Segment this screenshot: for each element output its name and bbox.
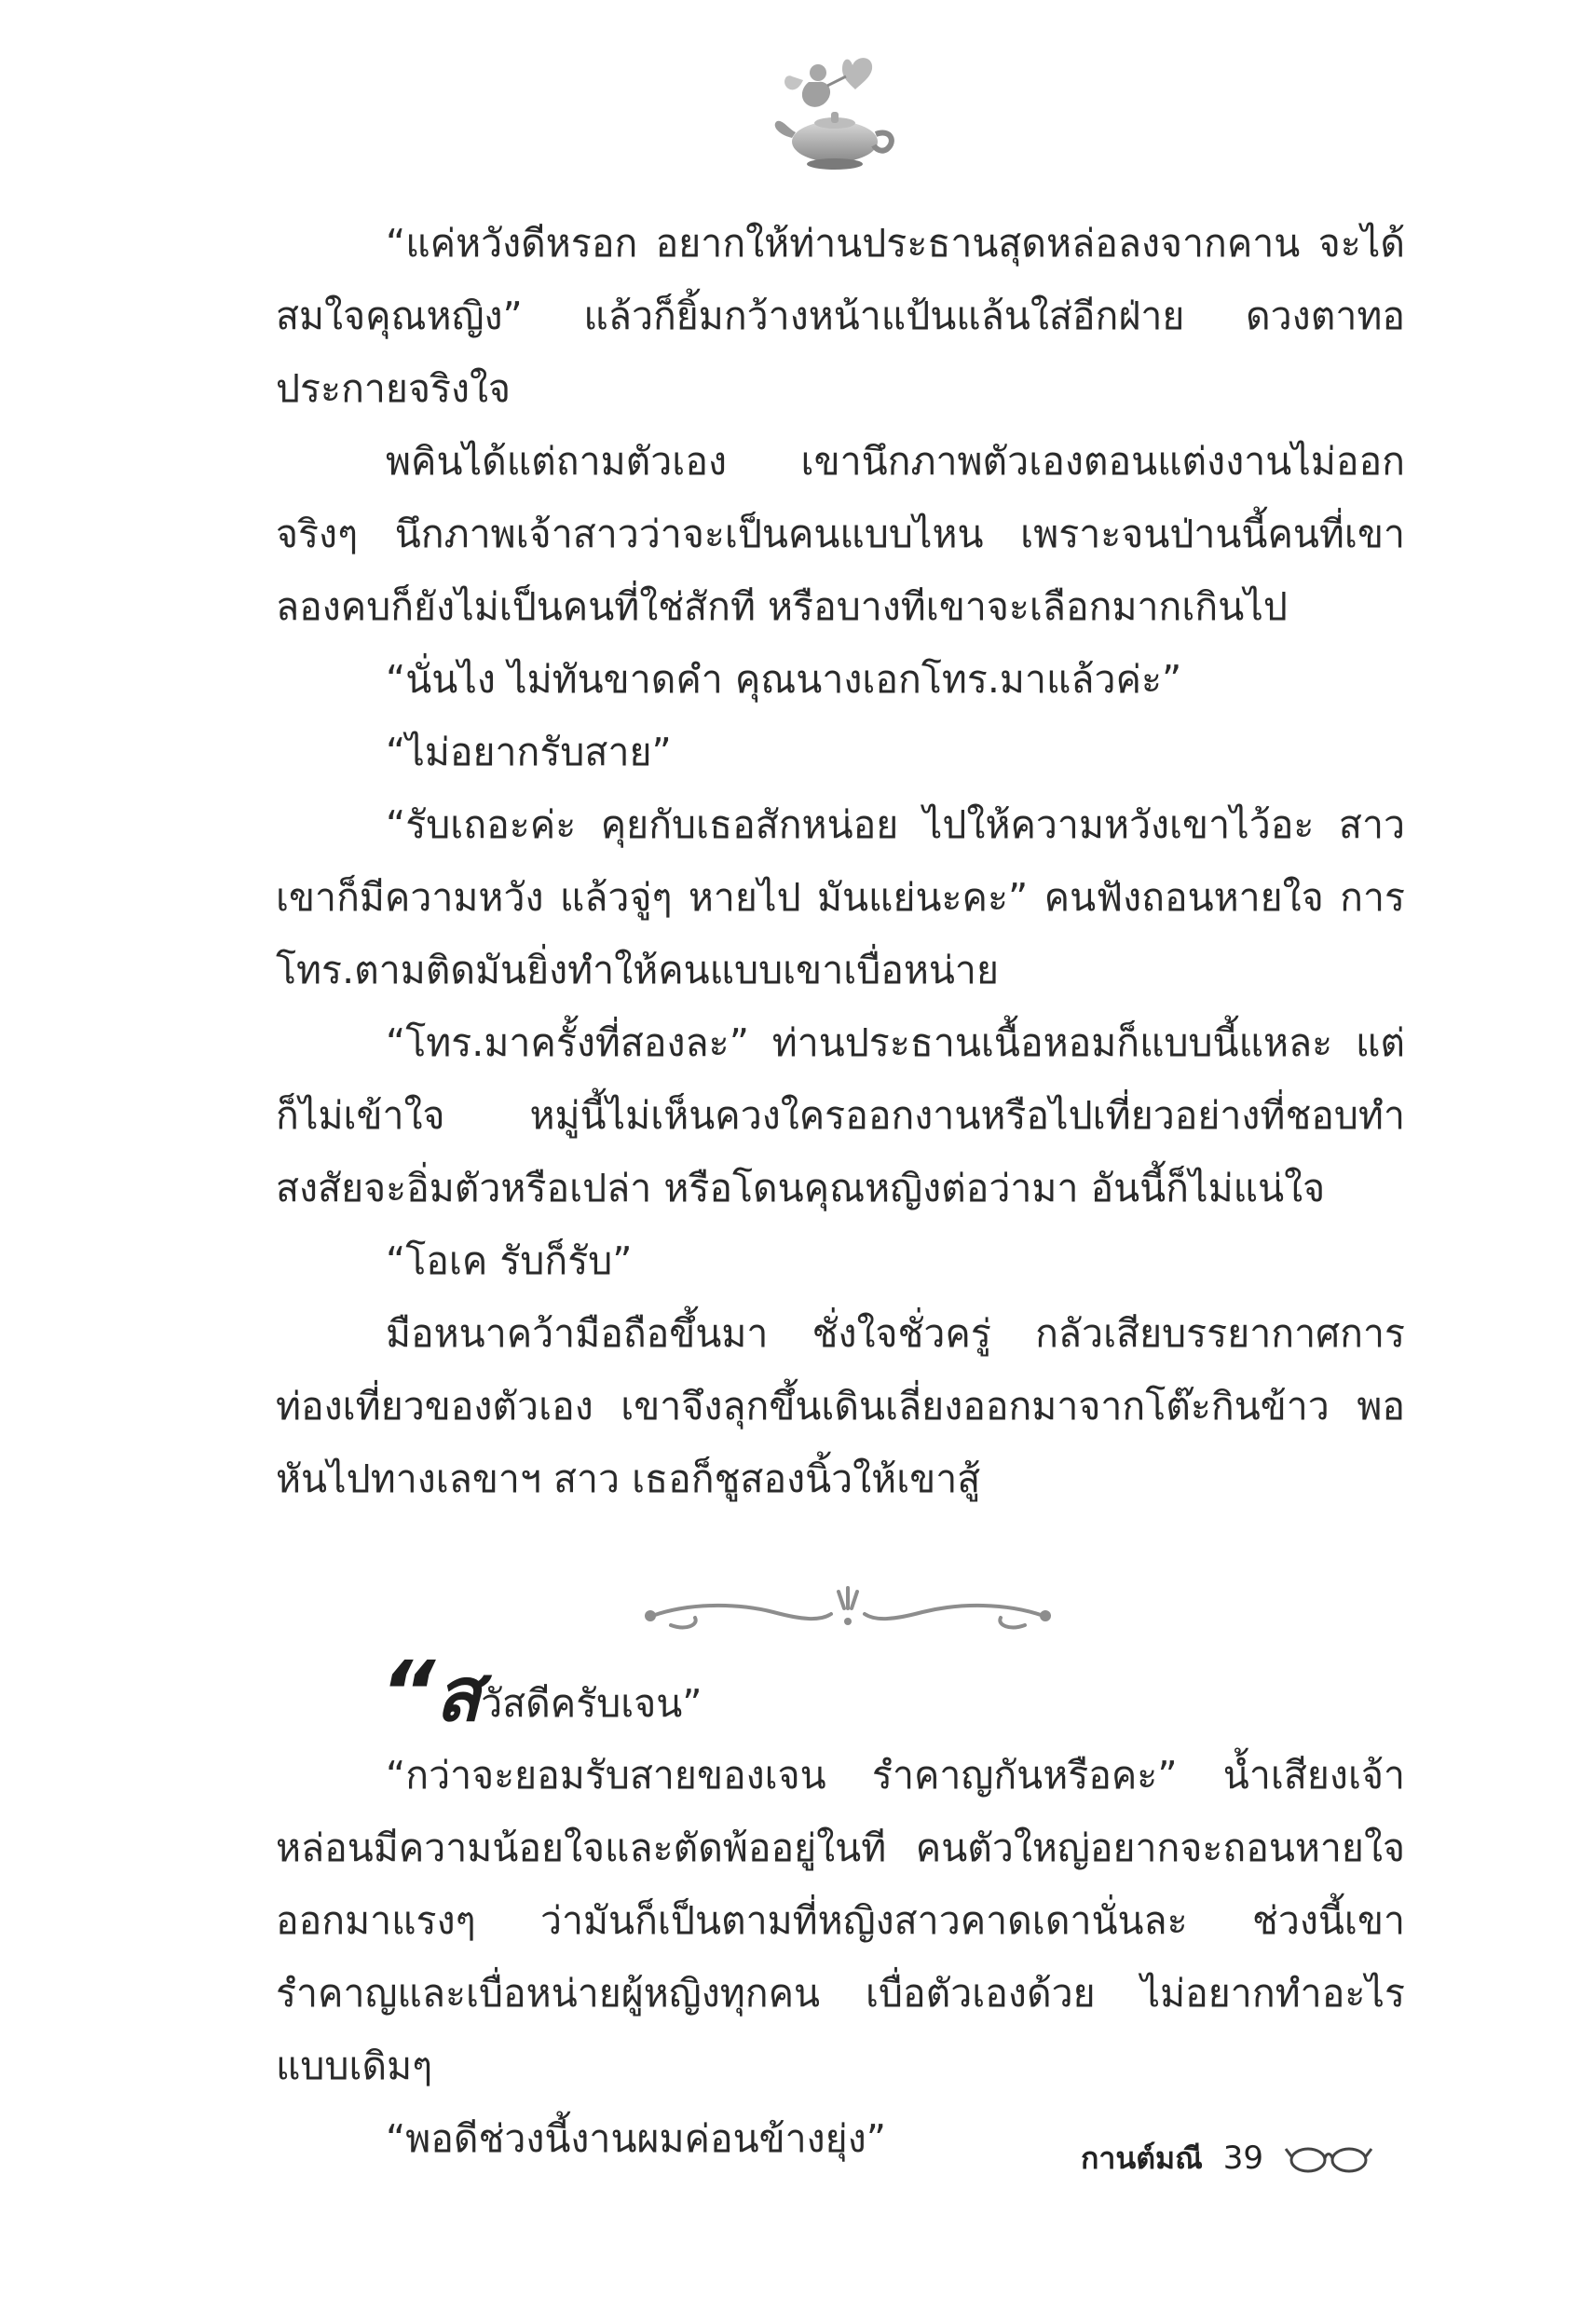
paragraph: “นั่นไง ไม่ทันขาดคำ คุณนางเอกโทร.มาแล้วค่ะ”: [386, 657, 1182, 702]
paragraph: “แค่หวังดีหรอก อยากให้ท่านประธานสุดหล่อลงจากคาน จะได้สมใจคุณหญิง” แล้วก็ยิ้มกว้างหน้าแป้นแล้นใส่อีกฝ่าย ดวงตาทอประกายจริงใจ: [276, 221, 1405, 411]
body-text-section-one: [276, 207, 1405, 1515]
chapter-opening-line: [380, 1643, 703, 1743]
paragraph: “โทร.มาครั้งที่สองละ” ท่านประธานเนื้อหอมก็แบบนี้แหละ แต่ก็ไม่เข้าใจ หมู่นี้ไม่เห็นควงใครออกงานหรือไปเที่ยวอย่างที่ชอบทำ สงสัยจะอิ่มตัวหรือเปล่า หรือโดนคุณหญิงต่อว่ามา อันนี้ก็ไม่แน่ใจ: [276, 1020, 1405, 1210]
opening-quote-mark: “: [380, 1643, 436, 1743]
page-number: 39: [1222, 2140, 1264, 2177]
paragraph: “รับเถอะค่ะ คุยกับเธอสักหน่อย ไปให้ความหวังเขาไว้อะ สาวเขาก็มีความหวัง แล้วจู่ๆ หายไป มันแย่นะคะ” คนฟังถอนหายใจ การโทร.ตามติดมันยิ่งทำให้คนแบบเขาเบื่อหน่าย: [276, 802, 1405, 992]
paragraph: “ไม่อยากรับสาย”: [386, 730, 672, 774]
drop-cap-letter: ส: [435, 1651, 482, 1738]
body-text-section-two: [276, 1739, 1405, 2175]
paragraph: “พอดีช่วงนี้งานผมค่อนข้างยุ่ง”: [386, 2116, 886, 2161]
paragraph: “กว่าจะยอมรับสายของเจน รำคาญกันหรือคะ” น้ำเสียงเจ้าหล่อนมีความน้อยใจและตัดพ้ออยู่ในที คนตัวใหญ่อยากจะถอนหายใจออกมาแรงๆ ว่ามันก็เป็นตามที่หญิงสาวคาดเดานั่นละ ช่วงนี้เขารำคาญและเบื่อหน่ายผู้หญิงทุกคน เบื่อตัวเองด้วย ไม่อยากทำอะไรแบบเดิมๆ: [276, 1753, 1405, 2088]
eyeglasses-icon: [1284, 2140, 1373, 2177]
author-name: กานต์มณี: [1081, 2140, 1203, 2176]
paragraph: มือหนาคว้ามือถือขึ้นมา ชั่งใจชั่วครู่ กลัวเสียบรรยากาศการท่องเที่ยวของตัวเอง เขาจึงลุกขึ้นเดินเลี่ยงออกมาจากโต๊ะกินข้าว พอหันไปทางเลขาฯ สาว เธอก็ชูสองนิ้วให้เขาสู้: [276, 1311, 1405, 1501]
paragraph: พคินได้แต่ถามตัวเอง เขานึกภาพตัวเองตอนแต่งงานไม่ออกจริงๆ นึกภาพเจ้าสาวว่าจะเป็นคนแบบไหน เพราะจนป่านนี้คนที่เขาลองคบก็ยังไม่เป็นคนที่ใช่สักที หรือบางทีเขาจะเลือกมากเกินไป: [276, 439, 1405, 629]
flourish-divider-icon: [634, 1575, 1062, 1649]
opening-line-text: วัสดีครับเจน”: [481, 1681, 703, 1726]
page-footer: [1081, 2130, 1373, 2186]
paragraph: “โอเค รับก็รับ”: [386, 1238, 633, 1283]
teapot-cupid-ornament-icon: [764, 45, 904, 185]
